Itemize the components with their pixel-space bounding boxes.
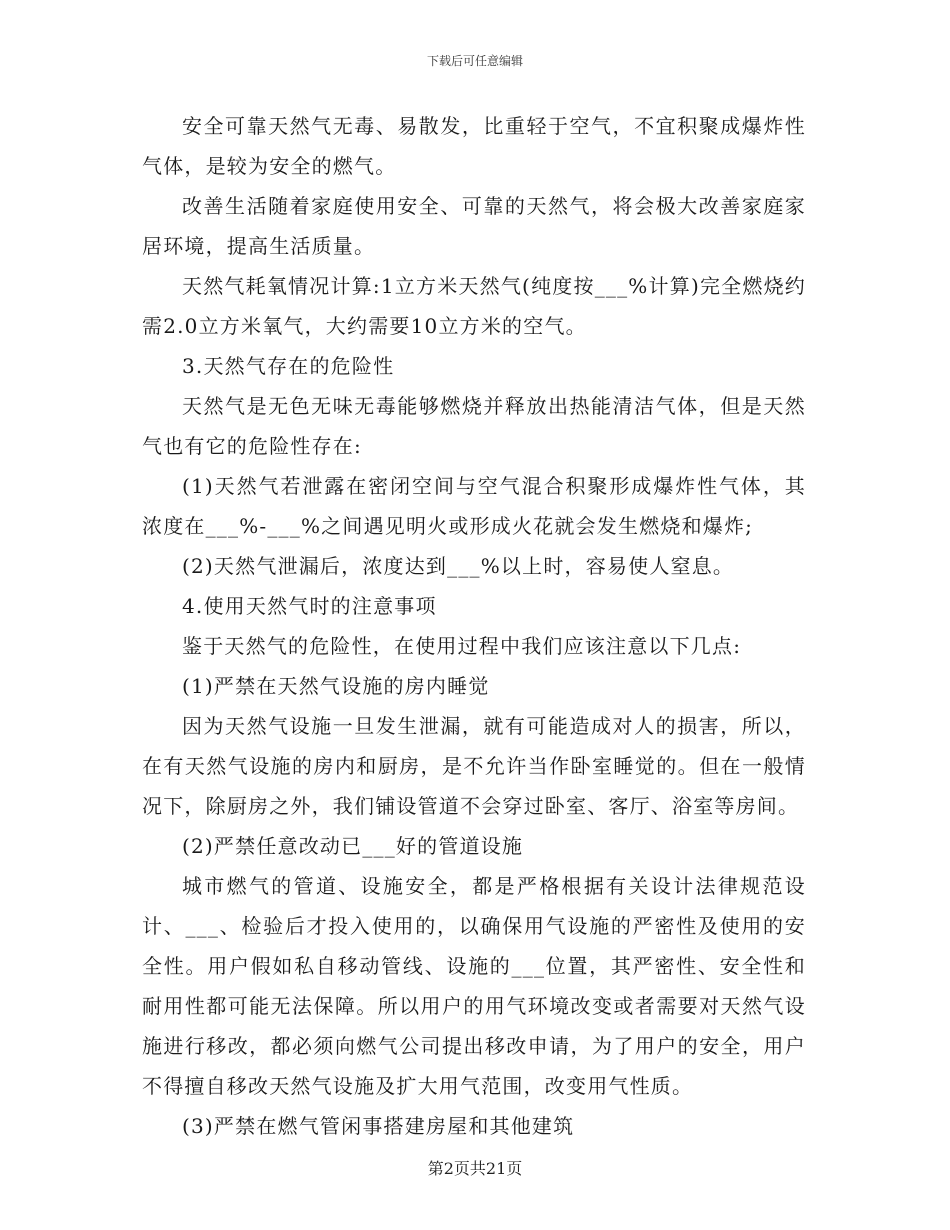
paragraph: 鉴于天然气的危险性，在使用过程中我们应该注意以下几点: bbox=[182, 634, 742, 658]
list-item: (3)严禁在燃气管闲事搭建房屋和其他建筑 bbox=[182, 1114, 575, 1138]
paragraph: 因为天然气设施一旦发生泄漏，就有可能造成对人的损害，所以，在有天然气设施的房内和厨房，是不允许当作卧室睡觉的。但在一般情况下，除厨房之外，我们铺设管道不会穿过卧室、客厅、浴室等房间。 bbox=[142, 714, 806, 818]
list-item: (1)天然气若泄露在密闭空间与空气混合积聚形成爆炸性气体，其浓度在___%-___%之间遇见明火或形成火花就会发生燃烧和爆炸; bbox=[142, 474, 806, 538]
page-footer: 第2页共21页 bbox=[427, 1159, 523, 1178]
paragraph: 天然气耗氧情况计算:1立方米天然气(纯度按___%计算)完全燃烧约需2.0立方米氧气，大约需要10立方米的空气。 bbox=[142, 274, 806, 338]
paragraph: 改善生活随着家庭使用安全、可靠的天然气，将会极大改善家庭家居环境，提高生活质量。 bbox=[142, 194, 806, 258]
section-heading: 3.天然气存在的危险性 bbox=[182, 354, 395, 378]
list-item: (2)天然气泄漏后，浓度达到___%以上时，容易使人窒息。 bbox=[182, 554, 735, 578]
list-item: (1)严禁在天然气设施的房内睡觉 bbox=[182, 674, 490, 698]
paragraph: 城市燃气的管道、设施安全，都是严格根据有关设计法律规范设计、___、检验后才投入使用的，以确保用气设施的严密性及使用的安全性。用户假如私自移动管线、设施的___位置，其严密性、安全性和耐用性都可能无法保障。所以用户的用气环境改变或者需要对天然气设施进行移改，都必须向燃气公司提出移改申请，为了用户的安全，用户不得擅自移改天然气设施及扩大用气范围，改变用气性质。 bbox=[142, 874, 806, 1098]
paragraph: 天然气是无色无味无毒能够燃烧并释放出热能清洁气体，但是天然气也有它的危险性存在: bbox=[142, 394, 806, 458]
page-header: 下载后可任意编辑 bbox=[426, 54, 523, 68]
paragraph: 安全可靠天然气无毒、易散发，比重轻于空气，不宜积聚成爆炸性气体，是较为安全的燃气。 bbox=[142, 114, 806, 178]
document-body bbox=[142, 106, 806, 1146]
list-item: (2)严禁任意改动已___好的管道设施 bbox=[182, 834, 524, 858]
section-heading: 4.使用天然气时的注意事项 bbox=[182, 594, 437, 618]
